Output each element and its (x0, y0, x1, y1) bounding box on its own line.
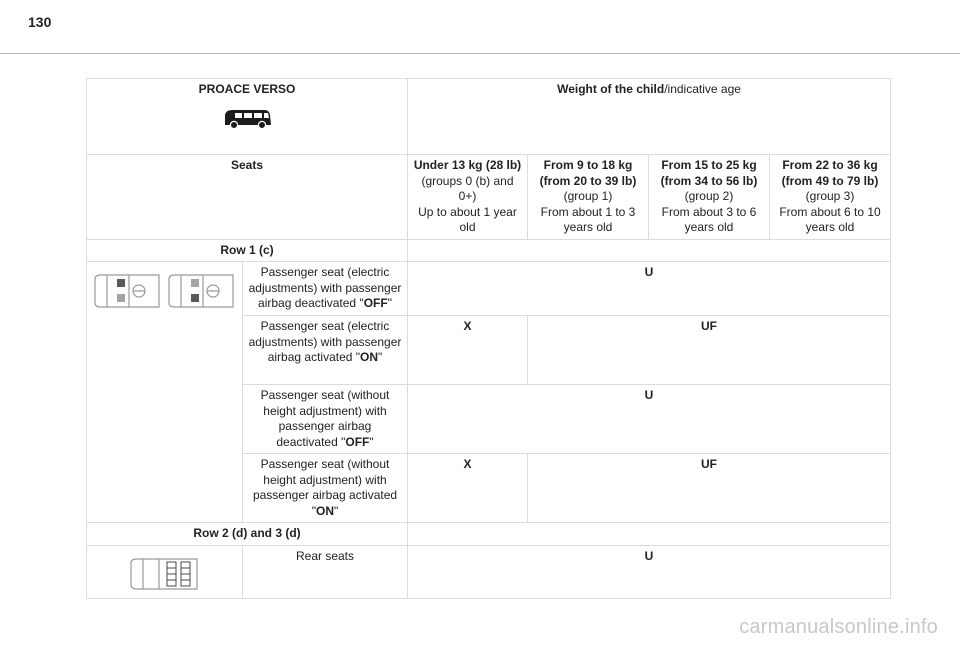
model-cell (87, 79, 408, 155)
row23-section-blank (408, 523, 891, 546)
rear-seat-diagram-icon (129, 557, 201, 591)
group-3-weight-lb: (from 49 to 79 lb) (781, 173, 879, 188)
group-0-weight: Under 13 kg (28 lb) (413, 158, 522, 172)
rear-seats-label: Rear seats (243, 545, 408, 599)
suitability-value: X (408, 454, 528, 523)
seat-desc-close: " (334, 503, 339, 518)
weight-header-cell (408, 79, 891, 155)
seat-desc-close: " (387, 296, 392, 310)
group-0-cell (408, 155, 528, 240)
group-1-cell (528, 155, 649, 240)
airbag-state: OFF (345, 434, 370, 449)
table-header-row (87, 79, 891, 155)
page-number: 130 (28, 14, 52, 30)
age-label: /indicative age (664, 82, 741, 96)
header-divider (0, 53, 960, 54)
group-3-cell (770, 155, 891, 240)
group-2-weight: From 15 to 25 kg (661, 158, 757, 172)
group-1-age: From about 1 to 3 years old (540, 204, 636, 234)
group-3-weight: From 22 to 36 kg (782, 158, 878, 172)
front-seat-diagram-cell (87, 262, 243, 523)
group-1-weight: From 9 to 18 kg (543, 158, 633, 172)
airbag-state: ON (316, 503, 334, 518)
airbag-state: OFF (363, 296, 388, 310)
seat-desc-text: Passenger seat (without height adjustment) with passenger airbag activated " (252, 457, 398, 518)
group-1-class: (group 1) (563, 189, 613, 203)
row1-section-row (87, 239, 891, 262)
suitability-value: U (408, 385, 891, 454)
table-row (87, 262, 891, 316)
group-2-age: From about 3 to 6 years old (661, 204, 757, 234)
seat-desc-close: " (378, 350, 383, 364)
group-header-row (87, 155, 891, 240)
group-3-class: (group 3) (805, 189, 855, 203)
suitability-value: U (408, 545, 891, 599)
suitability-value: UF (528, 454, 891, 523)
suitability-value: U (408, 262, 891, 316)
group-2-weight-lb: (from 34 to 56 lb) (660, 173, 758, 188)
child-seat-table (86, 78, 891, 599)
row1-label: Row 1 (c) (87, 239, 408, 262)
seat-description (243, 385, 408, 454)
front-seat-diagram-icon (93, 273, 237, 309)
row1-section-blank (408, 239, 891, 262)
table-row (87, 545, 891, 599)
group-3-age: From about 6 to 10 years old (779, 204, 881, 234)
group-0-class: (groups 0 (b) and 0+) (421, 173, 514, 203)
model-name: PROACE VERSO (198, 82, 296, 96)
suitability-value: UF (528, 316, 891, 385)
row23-label: Row 2 (d) and 3 (d) (87, 523, 408, 546)
row23-section-row (87, 523, 891, 546)
seat-desc-close: " (369, 434, 374, 449)
seat-desc-text: Passenger seat (electric adjustments) with passenger airbag deactivated " (248, 265, 402, 310)
group-1-weight-lb: (from 20 to 39 lb) (539, 173, 637, 188)
weight-label: Weight of the child (557, 82, 665, 96)
airbag-state: ON (360, 350, 379, 364)
rear-seat-diagram-cell (87, 545, 243, 599)
seat-description (243, 454, 408, 523)
seat-description (243, 316, 408, 385)
group-2-cell (649, 155, 770, 240)
seats-label: Seats (87, 155, 408, 240)
watermark: carmanualsonline.info (739, 616, 938, 638)
seat-description (243, 262, 408, 316)
seat-desc-text: Passenger seat (without height adjustment) with passenger airbag deactivated " (260, 388, 390, 449)
seat-desc-text: Passenger seat (electric adjustments) with passenger airbag activated " (248, 319, 402, 364)
suitability-value: X (408, 316, 528, 385)
van-icon (221, 106, 273, 130)
group-2-class: (group 2) (684, 189, 734, 203)
group-0-age: Up to about 1 year old (418, 204, 517, 234)
